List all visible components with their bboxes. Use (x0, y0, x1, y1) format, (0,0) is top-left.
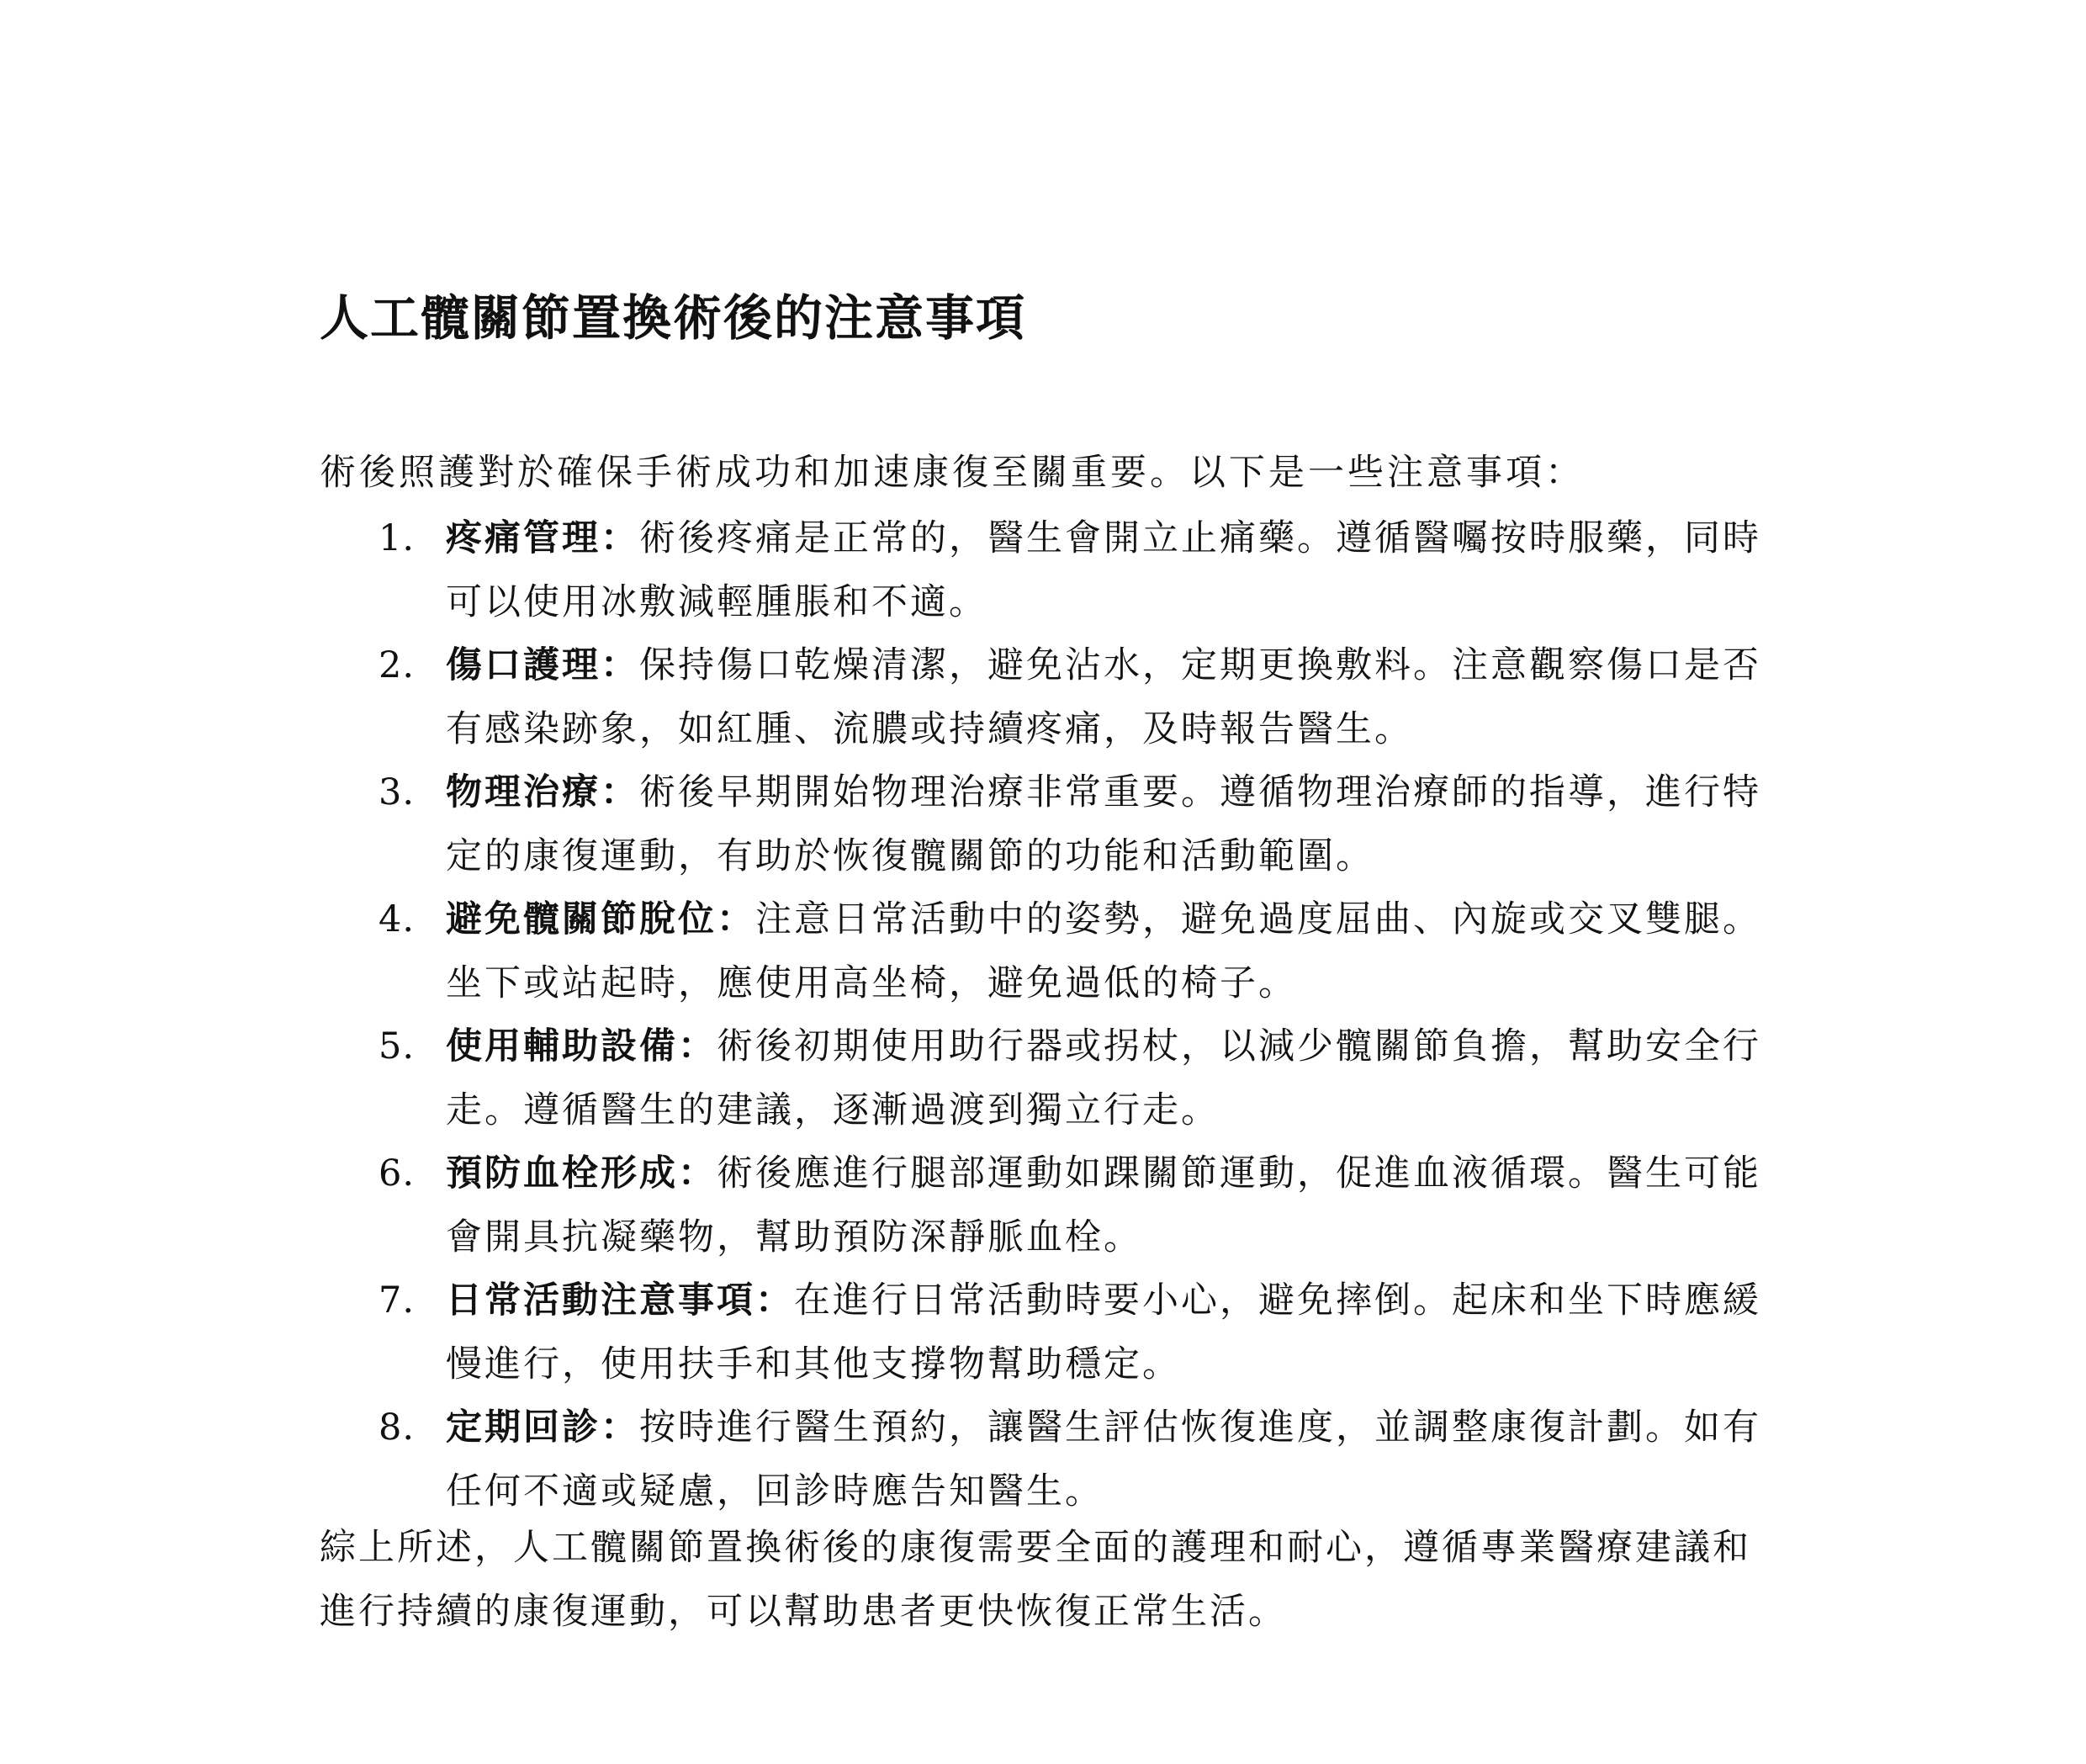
page-title: 人工髖關節置換術後的注意事項 (320, 289, 1027, 347)
item-description: 在進行日常活動時要小心，避免摔倒。起床和坐下時應緩慢進行，使用扶手和其他支撐物幫助穩定。 (446, 1279, 1761, 1385)
summary-paragraph: 綜上所述，人工髖關節置換術後的康復需要全面的護理和耐心，遵循專業醫療建議和進行持續的康復運動，可以幫助患者更快恢復正常生活。 (320, 1527, 1751, 1633)
item-number: 3. (379, 771, 416, 813)
item-number: 5. (379, 1025, 416, 1067)
list-item-thrombosis-prevention (320, 1142, 1766, 1269)
item-title: 定期回診： (446, 1406, 639, 1449)
item-content (446, 1014, 1765, 1142)
item-content (446, 1142, 1765, 1269)
list-item-pain-management (320, 506, 1766, 633)
item-title: 使用輔助設備： (446, 1025, 717, 1067)
item-content (446, 887, 1765, 1015)
item-description: 術後初期使用助行器或拐杖，以減少髖關節負擔，幫助安全行走。遵循醫生的建議，逐漸過渡到獨立行走。 (446, 1025, 1761, 1131)
item-content (446, 1396, 1765, 1523)
item-title: 物理治療： (446, 771, 639, 813)
item-description: 按時進行醫生預約，讓醫生評估恢復進度，並調整康復計劃。如有任何不適或疑慮，回診時應告知醫生。 (446, 1406, 1761, 1512)
list-item-daily-activities (320, 1269, 1766, 1396)
item-number: 2. (379, 644, 416, 686)
list-item-physical-therapy (320, 760, 1766, 887)
item-title: 疼痛管理： (446, 517, 639, 559)
list-item-dislocation-prevention (320, 887, 1766, 1014)
item-title: 避免髖關節脫位： (446, 898, 755, 940)
list-item-follow-up (320, 1396, 1766, 1523)
item-description: 術後早期開始物理治療非常重要。遵循物理治療師的指導，進行特定的康復運動，有助於恢復髖關節的功能和活動範圍。 (446, 771, 1761, 877)
care-instructions-list (320, 506, 1766, 1523)
intro-paragraph: 術後照護對於確保手術成功和加速康復至關重要。以下是一些注意事項： (320, 452, 1585, 494)
item-description: 保持傷口乾燥清潔，避免沾水，定期更換敷料。注意觀察傷口是否有感染跡象，如紅腫、流膿或持續疼痛，及時報告醫生。 (446, 644, 1761, 750)
item-content (446, 760, 1765, 888)
item-title: 預防血栓形成： (446, 1152, 717, 1195)
item-number: 1. (379, 517, 416, 559)
item-title: 日常活動注意事項： (446, 1279, 794, 1322)
list-item-assistive-devices (320, 1014, 1766, 1142)
item-content (446, 506, 1765, 634)
item-number: 7. (379, 1279, 416, 1322)
list-item-wound-care (320, 633, 1766, 760)
item-description: 術後疼痛是正常的，醫生會開立止痛藥。遵循醫囑按時服藥，同時可以使用冰敷減輕腫脹和不適。 (446, 517, 1761, 623)
item-number: 4. (379, 898, 416, 940)
item-number: 6. (379, 1152, 416, 1195)
item-content (446, 633, 1765, 761)
item-title: 傷口護理： (446, 644, 639, 686)
item-number: 8. (379, 1406, 416, 1449)
item-description: 術後應進行腿部運動如踝關節運動，促進血液循環。醫生可能會開具抗凝藥物，幫助預防深靜脈血栓。 (446, 1152, 1761, 1258)
item-description: 注意日常活動中的姿勢，避免過度屈曲、內旋或交叉雙腿。坐下或站起時，應使用高坐椅，避免過低的椅子。 (446, 898, 1761, 1004)
item-content (446, 1269, 1765, 1396)
